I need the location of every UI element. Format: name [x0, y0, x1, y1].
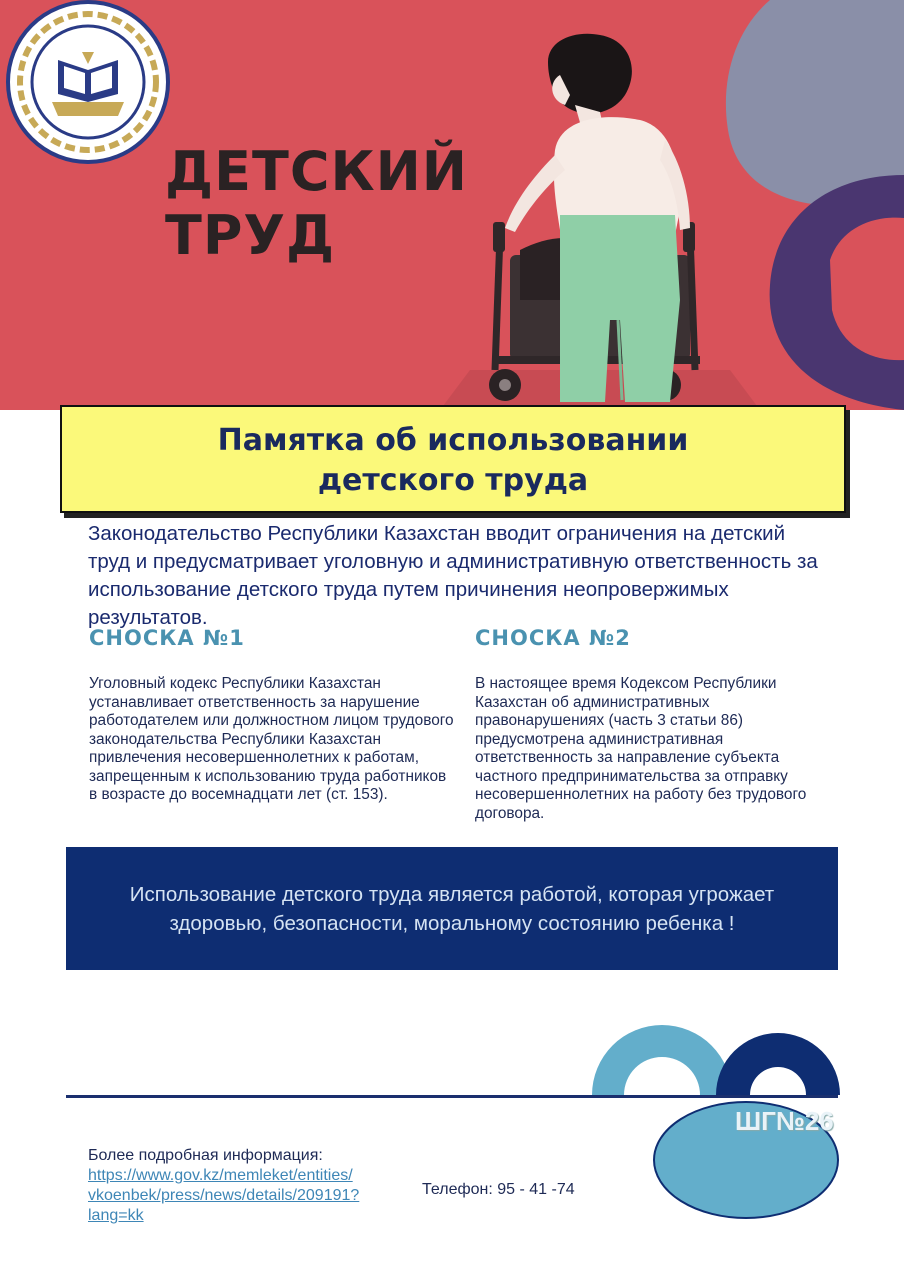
info-link-line-3[interactable]: lang=kk — [88, 1207, 144, 1224]
banner-title-line-1: ДЕТСКИЙ — [165, 140, 468, 203]
info-link-line-1[interactable]: https://www.gov.kz/memleket/entities/ — [88, 1167, 353, 1184]
footnote-2-body: В настоящее время Кодексом Республики Казахстан об административных правонарушениях (часть 3 статьи 86) предусмотрена административная ответственность за направление субъекта частного предпринимательства за отправку несовершеннолетних на работу без трудового договора. — [475, 675, 807, 822]
phone-number: Телефон: 95 - 41 -74 — [422, 1181, 575, 1198]
info-link-line-2[interactable]: vkoenbek/press/news/details/209191? — [88, 1187, 360, 1204]
footnote-2-heading: СНОСКА №2 — [475, 626, 631, 650]
footnote-1-heading: СНОСКА №1 — [89, 626, 245, 650]
more-info — [88, 1146, 359, 1226]
light-blue-arch-shape — [592, 1025, 732, 1095]
more-info-label: Более подробная информация: — [88, 1147, 323, 1164]
footnote-1-body: Уголовный кодекс Республики Казахстан устанавливает ответственность за нарушение работодателем или должностном лицом трудового законодательства Республики Казахстан привлечения несовершеннолетних к работам, запрещенным к использованию труда работников в возрасте до восемнадцати лет (ст. 153). — [89, 675, 454, 803]
dark-blue-arch-shape — [716, 1033, 840, 1095]
memo-title-line-1: Памятка об использовании — [217, 423, 689, 458]
intro-paragraph: Законодательство Республики Казахстан вводит ограничения на детский труд и предусматривает уголовную и административную ответственность за использование детского труда путем причинения неопровержимых результатов. — [88, 522, 818, 629]
banner-title-line-2: ТРУД — [165, 204, 336, 267]
school-badge: ШГ№26 — [735, 1106, 834, 1136]
footer-divider — [66, 1095, 838, 1098]
warning-notice-text: Использование детского труда является работой, которая угрожает здоровью, безопасности, моральному состоянию ребенка ! — [129, 883, 775, 935]
memo-title-line-2: детского труда — [317, 463, 589, 498]
